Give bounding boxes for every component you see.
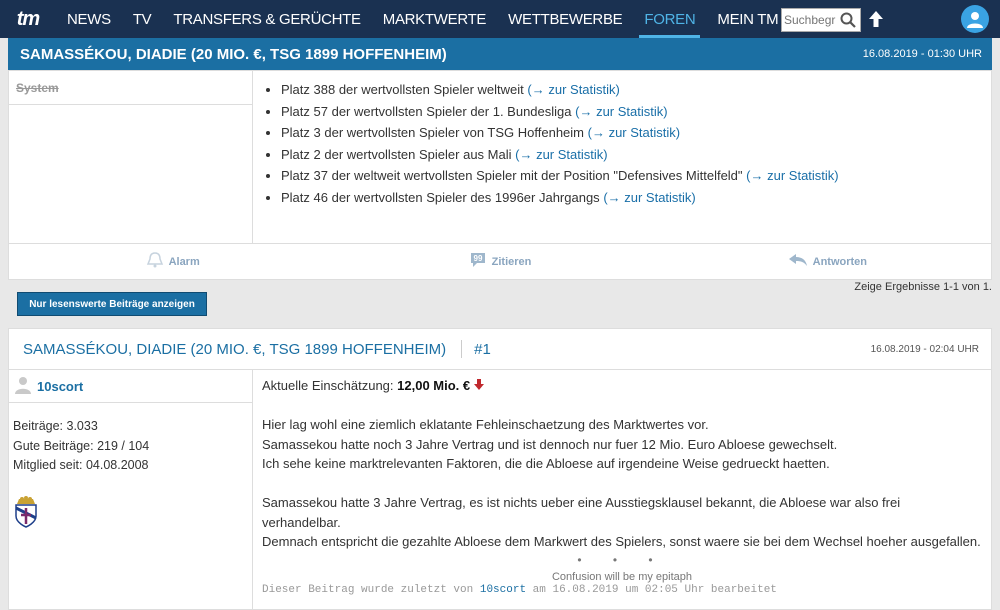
signature: Confusion will be my epitaph (551, 570, 693, 583)
author-posts: Beiträge: 3.033 (13, 419, 98, 433)
tm-logo[interactable]: tm (16, 7, 40, 30)
stat-text: Platz 37 der weltweit wertvollsten Spieler mit der Position "Defensives Mittelfeld" (281, 168, 743, 183)
author-name[interactable]: 10scort (37, 378, 84, 394)
edit-note-suffix: am 16.08.2019 um 02:05 Uhr bearbeitet (532, 584, 777, 596)
post-action-bar (8, 244, 992, 280)
statistik-link[interactable]: (→ zur Statistik) (527, 82, 620, 97)
list-item (281, 79, 979, 101)
stat-text: Platz 3 der wertvollsten Spieler von TSG Hoffenheim (281, 125, 584, 140)
search-box (781, 8, 861, 32)
quote-button[interactable] (336, 244, 663, 279)
statistik-link[interactable]: (→ zur Statistik) (515, 146, 608, 162)
list-item (281, 101, 979, 123)
post-date: 16.08.2019 - 02:04 UHR (870, 343, 979, 355)
stat-text: Platz 388 der wertvollsten Spieler weltweit (281, 82, 524, 97)
post-line: Ich sehe keine marktrelevanten Faktoren, die die Abloese auf irgendeine Weise gedrueckt haetten. (262, 456, 830, 471)
post-number[interactable]: #1 (474, 340, 491, 358)
alarm-label: Alarm (168, 255, 200, 268)
search-input[interactable] (782, 13, 838, 27)
search-icon[interactable] (838, 10, 858, 30)
arrow-down-icon (474, 378, 484, 393)
nav-news[interactable]: NEWS (67, 10, 111, 28)
author-good-posts: Gute Beiträge: 219 / 104 (13, 438, 150, 453)
system-post-content (253, 71, 991, 243)
post-line: Samassekou hatte 3 Jahre Vertrag, es ist nichts ueber eine Ausstiegsklausel bekannt, die Abloese war also frei verhandelbar. (262, 495, 901, 530)
nav-marktwerte[interactable]: MARKTWERTE (382, 10, 487, 28)
post-title[interactable]: SAMASSÉKOU, DIADIE (20 MIO. €, TSG 1899 HOFFENHEIM) (23, 340, 447, 358)
arrow-up-icon[interactable] (866, 9, 886, 29)
stats-list (265, 79, 979, 208)
system-post-author-column (9, 71, 253, 243)
list-item (281, 187, 979, 209)
post-header (8, 328, 992, 370)
system-author: System (9, 71, 252, 105)
reply-icon (788, 253, 808, 270)
nav-transfers[interactable]: TRANSFERS & GERÜCHTE (173, 10, 361, 28)
filter-readworthy-button[interactable]: Nur lesenswerte Beiträge anzeigen (17, 292, 207, 316)
edit-note-prefix: Dieser Beitrag wurde zuletzt von (262, 584, 474, 596)
nav-wettbewerbe[interactable]: WETTBEWERBE (508, 10, 623, 28)
quote-icon (469, 252, 487, 271)
list-item (281, 122, 979, 144)
thread-date: 16.08.2019 - 01:30 UHR (862, 48, 982, 60)
post-line: Samassekou hatte noch 3 Jahre Vertrag und ist dennoch nur fuer 12 Mio. Euro Abloese gewechselt. (262, 436, 838, 452)
reply-label: Antworten (812, 255, 868, 268)
market-value-assessment (262, 376, 982, 396)
post-author (9, 370, 252, 403)
signature-separator: • • • (577, 552, 667, 567)
assessment-label: Aktuelle Einschätzung: (262, 378, 394, 393)
list-item (281, 165, 979, 187)
results-count: Zeige Ergebnisse 1-1 von 1. (854, 281, 992, 293)
club-crest-icon[interactable] (13, 496, 252, 531)
author-member-since: Mitglied seit: 04.08.2008 (13, 458, 149, 472)
statistik-link[interactable]: (→ zur Statistik) (746, 168, 839, 183)
edit-note-user[interactable]: 10scort (479, 584, 527, 596)
edit-note (262, 581, 777, 601)
post-line: Hier lag wohl eine ziemlich eklatante Fehleinschaetzung des Marktwertes vor. (262, 417, 709, 432)
statistik-link[interactable]: (→ zur Statistik) (603, 189, 696, 205)
user-icon (15, 376, 31, 397)
nav-mein-tm[interactable]: MEIN TM (717, 10, 779, 28)
divider (461, 340, 462, 358)
alarm-icon (146, 252, 164, 271)
user-avatar-icon[interactable] (961, 5, 989, 33)
top-navigation (0, 0, 1000, 38)
stat-text: Platz 2 der wertvollsten Spieler aus Mali (281, 146, 512, 162)
assessment-value: 12,00 Mio. € (397, 378, 471, 393)
system-post (8, 70, 992, 244)
nav-foren[interactable]: FOREN (633, 0, 706, 38)
alarm-button[interactable] (9, 244, 336, 279)
post-text (262, 396, 982, 552)
svg-text:99: 99 (473, 254, 483, 263)
statistik-link[interactable]: (→ zur Statistik) (575, 103, 668, 119)
author-stats (9, 403, 252, 476)
quote-label: Zitieren (491, 255, 532, 268)
stat-text: Platz 57 der wertvollsten Spieler der 1. Bundesliga (281, 103, 572, 119)
post-author-column (9, 370, 253, 609)
thread-header (8, 38, 992, 70)
stat-text: Platz 46 der wertvollsten Spieler des 1996er Jahrgangs (281, 189, 600, 205)
post-line: Demnach entspricht die gezahlte Abloese dem Markwert des Spielers, sonst waere sie bei dem Wechsel hoeher ausgefallen. (262, 534, 981, 549)
nav-tv[interactable]: TV (132, 10, 152, 28)
thread-title: SAMASSÉKOU, DIADIE (20 MIO. €, TSG 1899 HOFFENHEIM) (20, 45, 447, 63)
statistik-link[interactable]: (→ zur Statistik) (587, 125, 681, 140)
post-body (8, 370, 992, 610)
post-content (253, 370, 991, 609)
reply-button[interactable] (664, 244, 991, 279)
list-item (281, 144, 979, 166)
